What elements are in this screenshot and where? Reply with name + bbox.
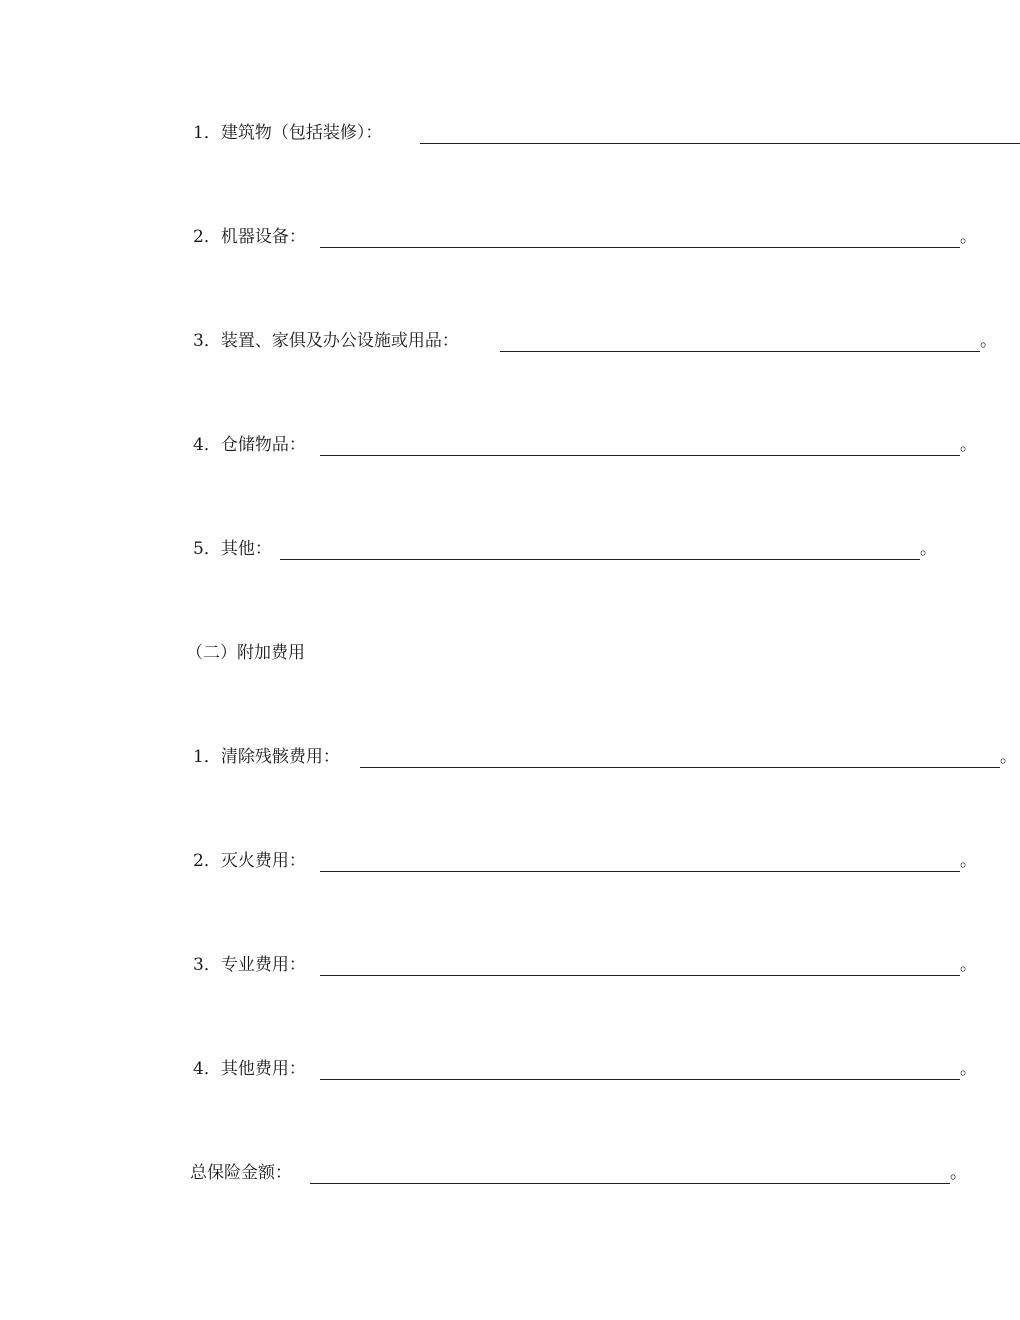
period-mark: 。 xyxy=(920,539,937,559)
field-label: 1．建筑物（包括装修）： xyxy=(193,123,383,143)
fill-in-blank[interactable] xyxy=(320,975,960,976)
field-label: 2．灭火费用： xyxy=(193,851,306,871)
period-mark: 。 xyxy=(980,331,997,351)
fill-in-blank[interactable] xyxy=(420,143,1020,144)
field-row-fixtures xyxy=(193,326,1008,356)
fill-in-blank[interactable] xyxy=(360,767,1000,768)
field-row-machinery xyxy=(193,222,983,252)
field-row-storage xyxy=(193,430,983,460)
field-row-firefighting xyxy=(193,846,983,876)
field-label: 4．其他费用： xyxy=(193,1059,306,1079)
field-label: 2．机器设备： xyxy=(193,227,306,247)
field-label: 3．专业费用： xyxy=(193,955,306,975)
period-mark: 。 xyxy=(960,227,977,247)
fill-in-blank[interactable] xyxy=(320,455,960,456)
fill-in-blank[interactable] xyxy=(320,871,960,872)
field-row-other xyxy=(193,534,943,564)
field-label: 4．仓储物品： xyxy=(193,435,306,455)
field-row-professional-fees xyxy=(193,950,983,980)
fill-in-blank[interactable] xyxy=(500,351,980,352)
field-row-total-insured xyxy=(190,1158,975,1188)
period-mark: 。 xyxy=(960,851,977,871)
section-heading: （二）附加费用 xyxy=(186,643,305,663)
fill-in-blank[interactable] xyxy=(310,1183,950,1184)
field-label: 3．装置、家俱及办公设施或用品： xyxy=(193,331,459,351)
fill-in-blank[interactable] xyxy=(320,247,960,248)
field-label: 1．清除残骸费用： xyxy=(193,747,340,767)
field-label: 5．其他： xyxy=(193,539,272,559)
period-mark: 。 xyxy=(960,435,977,455)
field-row-buildings xyxy=(193,118,1020,148)
period-mark: 。 xyxy=(1000,747,1017,767)
period-mark: 。 xyxy=(950,1163,967,1183)
period-mark: 。 xyxy=(960,1059,977,1079)
period-mark: 。 xyxy=(960,955,977,975)
field-row-other-fees xyxy=(193,1054,983,1084)
field-row-debris-removal xyxy=(193,742,1020,772)
field-label: 总保险金额： xyxy=(190,1163,292,1183)
fill-in-blank[interactable] xyxy=(280,559,920,560)
fill-in-blank[interactable] xyxy=(320,1079,960,1080)
